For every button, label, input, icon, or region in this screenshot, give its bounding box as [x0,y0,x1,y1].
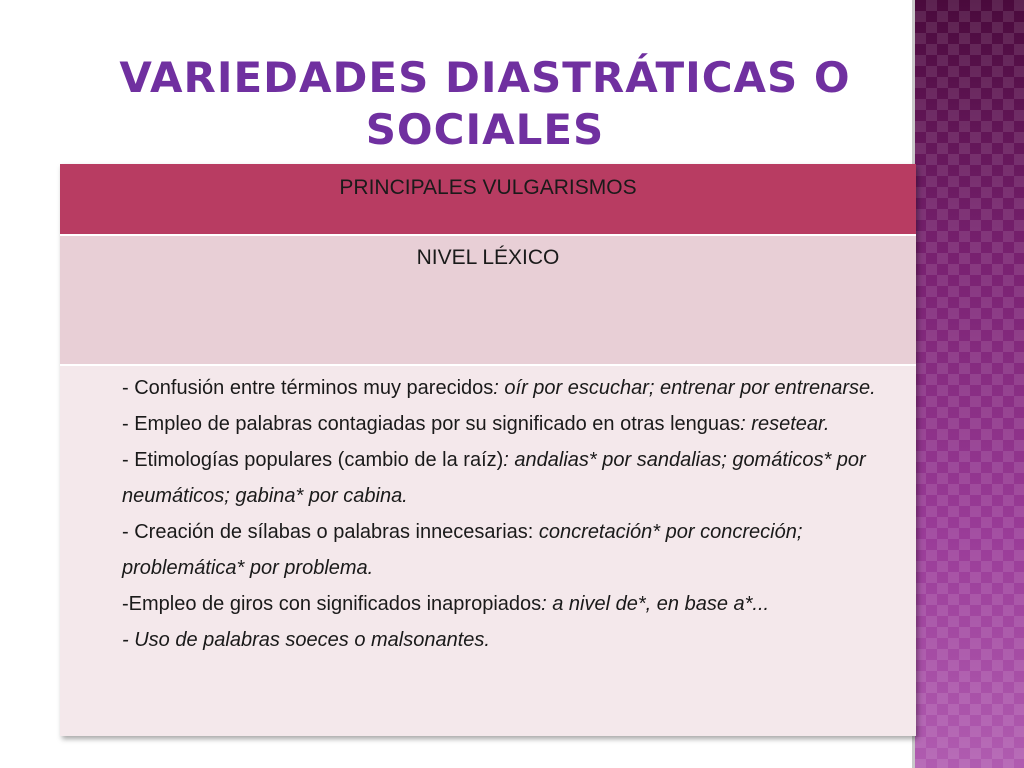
list-item [122,442,902,514]
table-header-label: PRINCIPALES VULGARISMOS [339,176,637,199]
item-examples: : oír por escuchar; entrenar por entrenarse. [493,377,876,399]
list-item [122,622,902,658]
item-examples: : andalias* por sandalias; gomáticos* por neumáticos; gabina* por cabina. [122,449,866,507]
list-item [122,406,902,442]
item-text: -Empleo de giros con significados inapropiados [122,593,542,615]
item-examples: - Uso de palabras soeces o malsonantes. [122,629,490,651]
table-header-cell [60,164,916,236]
list-item [122,514,902,586]
item-examples: : resetear. [740,413,830,435]
item-text: - Confusión entre términos muy parecidos [122,377,494,399]
decorative-side-band [912,0,1024,768]
list-item [122,370,902,406]
item-text: - Creación de sílabas o palabras innecesarias: [122,521,539,543]
item-examples: concretación* por concreción; problemática* por problema. [122,521,803,579]
table-subheader-cell [60,236,916,366]
item-text: - Etimologías populares (cambio de la raíz) [122,449,504,471]
list-item [122,586,902,622]
table-body-cell [60,366,916,736]
vulgarisms-table [60,164,916,736]
item-examples: : a nivel de*, en base a*... [541,593,770,615]
table-subheader-label: NIVEL LÉXICO [416,246,560,269]
item-text: - Empleo de palabras contagiadas por su significado en otras lenguas [122,413,741,435]
slide-title: VARIEDADES DIASTRÁTICAS O SOCIALES [119,53,851,154]
